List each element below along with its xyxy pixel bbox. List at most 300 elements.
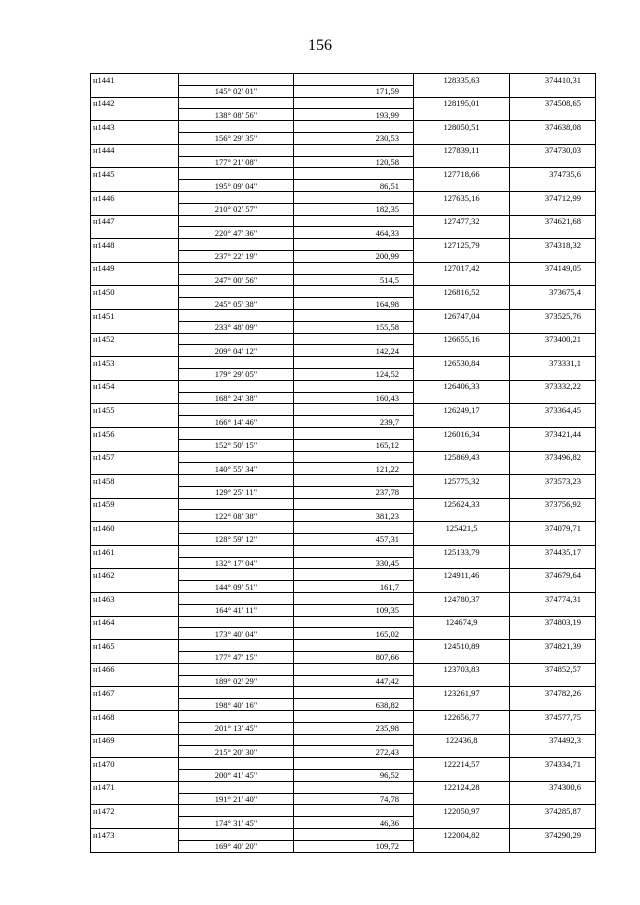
empty-cell xyxy=(91,392,179,404)
y-coordinate-cell: 374803,19 xyxy=(510,616,596,628)
table-row xyxy=(91,392,596,404)
x-coordinate-cell: 122124,28 xyxy=(414,781,510,793)
x-coordinate-cell: 127635,16 xyxy=(414,191,510,203)
table-row xyxy=(91,616,596,628)
table-row xyxy=(91,829,596,841)
table-row xyxy=(91,156,596,168)
empty-cell xyxy=(91,463,179,475)
point-name-cell: н1445 xyxy=(91,168,179,180)
x-coordinate-cell: 125133,79 xyxy=(414,545,510,557)
segment-length-cell: 807,66 xyxy=(294,652,414,664)
point-name-cell: н1459 xyxy=(91,498,179,510)
y-coordinate-cell: 374782,26 xyxy=(510,687,596,699)
empty-cell xyxy=(91,652,179,664)
x-coordinate-cell: 126016,34 xyxy=(414,427,510,439)
empty-cell xyxy=(294,309,414,321)
y-coordinate-cell: 374621,68 xyxy=(510,215,596,227)
direction-angle-cell: 177° 47' 15" xyxy=(179,652,294,664)
empty-cell xyxy=(91,770,179,782)
segment-length-cell: 120,58 xyxy=(294,156,414,168)
empty-cell xyxy=(294,805,414,817)
table-row xyxy=(91,770,596,782)
segment-length-cell: 160,43 xyxy=(294,392,414,404)
table-row xyxy=(91,699,596,711)
table-row xyxy=(91,309,596,321)
y-coordinate-cell: 374334,71 xyxy=(510,758,596,770)
empty-cell xyxy=(179,262,294,274)
empty-cell xyxy=(91,156,179,168)
empty-cell xyxy=(294,333,414,345)
y-coordinate-cell: 374149,05 xyxy=(510,262,596,274)
empty-cell xyxy=(510,109,596,121)
point-name-cell: н1441 xyxy=(91,74,179,86)
point-name-cell: н1442 xyxy=(91,97,179,109)
y-coordinate-cell: 373364,45 xyxy=(510,404,596,416)
point-name-cell: н1448 xyxy=(91,239,179,251)
direction-angle-cell: 140° 55' 34" xyxy=(179,463,294,475)
empty-cell xyxy=(179,569,294,581)
empty-cell xyxy=(510,368,596,380)
segment-length-cell: 171,59 xyxy=(294,85,414,97)
x-coordinate-cell: 123703,83 xyxy=(414,663,510,675)
x-coordinate-cell: 126816,52 xyxy=(414,286,510,298)
table-row xyxy=(91,180,596,192)
empty-cell xyxy=(414,793,510,805)
empty-cell xyxy=(414,368,510,380)
empty-cell xyxy=(294,711,414,723)
table-row xyxy=(91,498,596,510)
empty-cell xyxy=(179,663,294,675)
point-name-cell: н1467 xyxy=(91,687,179,699)
x-coordinate-cell: 128195,01 xyxy=(414,97,510,109)
segment-length-cell: 164,98 xyxy=(294,298,414,310)
empty-cell xyxy=(510,250,596,262)
table-row xyxy=(91,357,596,369)
empty-cell xyxy=(179,475,294,487)
table-row xyxy=(91,109,596,121)
empty-cell xyxy=(510,770,596,782)
empty-cell xyxy=(91,557,179,569)
table-row xyxy=(91,781,596,793)
empty-cell xyxy=(414,628,510,640)
empty-cell xyxy=(179,309,294,321)
point-name-cell: н1465 xyxy=(91,640,179,652)
empty-cell xyxy=(510,392,596,404)
empty-cell xyxy=(414,722,510,734)
empty-cell xyxy=(294,545,414,557)
direction-angle-cell: 215° 20' 30" xyxy=(179,746,294,758)
table-row xyxy=(91,805,596,817)
empty-cell xyxy=(414,392,510,404)
segment-length-cell: 239,7 xyxy=(294,416,414,428)
x-coordinate-cell: 122214,57 xyxy=(414,758,510,770)
empty-cell xyxy=(294,640,414,652)
x-coordinate-cell: 126249,17 xyxy=(414,404,510,416)
table-row xyxy=(91,475,596,487)
empty-cell xyxy=(294,97,414,109)
empty-cell xyxy=(510,652,596,664)
point-name-cell: н1454 xyxy=(91,380,179,392)
empty-cell xyxy=(294,239,414,251)
segment-length-cell: 464,33 xyxy=(294,227,414,239)
x-coordinate-cell: 124674,9 xyxy=(414,616,510,628)
segment-length-cell: 124,52 xyxy=(294,368,414,380)
table-row xyxy=(91,593,596,605)
point-name-cell: н1457 xyxy=(91,451,179,463)
x-coordinate-cell: 126406,33 xyxy=(414,380,510,392)
empty-cell xyxy=(179,805,294,817)
y-coordinate-cell: 374730,03 xyxy=(510,144,596,156)
y-coordinate-cell: 373400,21 xyxy=(510,333,596,345)
x-coordinate-cell: 128050,51 xyxy=(414,121,510,133)
empty-cell xyxy=(414,85,510,97)
empty-cell xyxy=(179,97,294,109)
direction-angle-cell: 145° 02' 01" xyxy=(179,85,294,97)
empty-cell xyxy=(294,144,414,156)
point-name-cell: н1460 xyxy=(91,522,179,534)
empty-cell xyxy=(179,829,294,841)
empty-cell xyxy=(91,85,179,97)
coordinates-table xyxy=(90,73,595,852)
direction-angle-cell: 156° 29' 35" xyxy=(179,132,294,144)
table-row xyxy=(91,274,596,286)
empty-cell xyxy=(179,144,294,156)
y-coordinate-cell: 374079,71 xyxy=(510,522,596,534)
empty-cell xyxy=(91,746,179,758)
y-coordinate-cell: 374285,87 xyxy=(510,805,596,817)
y-coordinate-cell: 373496,82 xyxy=(510,451,596,463)
empty-cell xyxy=(91,109,179,121)
segment-length-cell: 200,99 xyxy=(294,250,414,262)
x-coordinate-cell: 122436,8 xyxy=(414,734,510,746)
empty-cell xyxy=(510,557,596,569)
direction-angle-cell: 169° 40' 20" xyxy=(179,840,294,852)
direction-angle-cell: 132° 17' 04" xyxy=(179,557,294,569)
y-coordinate-cell: 374492,3 xyxy=(510,734,596,746)
empty-cell xyxy=(510,274,596,286)
segment-length-cell: 109,72 xyxy=(294,840,414,852)
segment-length-cell: 165,02 xyxy=(294,628,414,640)
y-coordinate-cell: 373756,92 xyxy=(510,498,596,510)
empty-cell xyxy=(510,227,596,239)
empty-cell xyxy=(294,286,414,298)
empty-cell xyxy=(414,321,510,333)
segment-length-cell: 155,58 xyxy=(294,321,414,333)
x-coordinate-cell: 127839,11 xyxy=(414,144,510,156)
empty-cell xyxy=(294,191,414,203)
empty-cell xyxy=(510,604,596,616)
table-row xyxy=(91,427,596,439)
empty-cell xyxy=(510,203,596,215)
empty-cell xyxy=(510,722,596,734)
point-name-cell: н1451 xyxy=(91,309,179,321)
point-name-cell: н1455 xyxy=(91,404,179,416)
direction-angle-cell: 177° 21' 08" xyxy=(179,156,294,168)
segment-length-cell: 142,24 xyxy=(294,345,414,357)
empty-cell xyxy=(91,722,179,734)
empty-cell xyxy=(91,510,179,522)
direction-angle-cell: 200° 41' 45" xyxy=(179,770,294,782)
empty-cell xyxy=(91,250,179,262)
table-row xyxy=(91,74,596,86)
empty-cell xyxy=(414,557,510,569)
point-name-cell: н1452 xyxy=(91,333,179,345)
segment-length-cell: 235,98 xyxy=(294,722,414,734)
empty-cell xyxy=(179,593,294,605)
table-row xyxy=(91,298,596,310)
direction-angle-cell: 129° 25' 11" xyxy=(179,486,294,498)
empty-cell xyxy=(91,604,179,616)
table-row xyxy=(91,404,596,416)
empty-cell xyxy=(414,534,510,546)
x-coordinate-cell: 123261,97 xyxy=(414,687,510,699)
empty-cell xyxy=(294,168,414,180)
point-name-cell: н1462 xyxy=(91,569,179,581)
table-row xyxy=(91,510,596,522)
direction-angle-cell: 247° 00' 56" xyxy=(179,274,294,286)
empty-cell xyxy=(91,180,179,192)
empty-cell xyxy=(414,770,510,782)
table-row xyxy=(91,746,596,758)
x-coordinate-cell: 125624,33 xyxy=(414,498,510,510)
empty-cell xyxy=(294,262,414,274)
direction-angle-cell: 168° 24' 38" xyxy=(179,392,294,404)
x-coordinate-cell: 127477,32 xyxy=(414,215,510,227)
x-coordinate-cell: 126747,04 xyxy=(414,309,510,321)
empty-cell xyxy=(414,486,510,498)
empty-cell xyxy=(91,298,179,310)
table-row xyxy=(91,97,596,109)
empty-cell xyxy=(294,357,414,369)
empty-cell xyxy=(294,687,414,699)
empty-cell xyxy=(414,817,510,829)
direction-angle-cell: 220° 47' 36" xyxy=(179,227,294,239)
point-name-cell: н1447 xyxy=(91,215,179,227)
point-name-cell: н1470 xyxy=(91,758,179,770)
segment-length-cell: 165,12 xyxy=(294,439,414,451)
table-row xyxy=(91,227,596,239)
direction-angle-cell: 128° 59' 12" xyxy=(179,534,294,546)
direction-angle-cell: 174° 31' 45" xyxy=(179,817,294,829)
x-coordinate-cell: 128335,63 xyxy=(414,74,510,86)
table-row xyxy=(91,85,596,97)
empty-cell xyxy=(414,746,510,758)
empty-cell xyxy=(414,416,510,428)
segment-length-cell: 514,5 xyxy=(294,274,414,286)
point-name-cell: н1471 xyxy=(91,781,179,793)
y-coordinate-cell: 374735,6 xyxy=(510,168,596,180)
empty-cell xyxy=(91,227,179,239)
x-coordinate-cell: 122004,82 xyxy=(414,829,510,841)
empty-cell xyxy=(91,486,179,498)
empty-cell xyxy=(510,463,596,475)
table-row xyxy=(91,203,596,215)
empty-cell xyxy=(91,274,179,286)
direction-angle-cell: 152° 50' 15" xyxy=(179,439,294,451)
segment-length-cell: 447,42 xyxy=(294,675,414,687)
table-row xyxy=(91,545,596,557)
table-row xyxy=(91,793,596,805)
segment-length-cell: 457,31 xyxy=(294,534,414,546)
point-name-cell: н1446 xyxy=(91,191,179,203)
x-coordinate-cell: 124911,46 xyxy=(414,569,510,581)
y-coordinate-cell: 374410,31 xyxy=(510,74,596,86)
table-row xyxy=(91,522,596,534)
direction-angle-cell: 173° 40' 04" xyxy=(179,628,294,640)
table-row xyxy=(91,734,596,746)
empty-cell xyxy=(91,132,179,144)
empty-cell xyxy=(179,427,294,439)
empty-cell xyxy=(510,156,596,168)
table-row xyxy=(91,286,596,298)
y-coordinate-cell: 373332,22 xyxy=(510,380,596,392)
table-row xyxy=(91,663,596,675)
y-coordinate-cell: 374638,08 xyxy=(510,121,596,133)
y-coordinate-cell: 374577,75 xyxy=(510,711,596,723)
table-row xyxy=(91,675,596,687)
empty-cell xyxy=(510,486,596,498)
segment-length-cell: 109,35 xyxy=(294,604,414,616)
x-coordinate-cell: 122050,97 xyxy=(414,805,510,817)
empty-cell xyxy=(414,652,510,664)
y-coordinate-cell: 374318,32 xyxy=(510,239,596,251)
table-row xyxy=(91,132,596,144)
table-row xyxy=(91,652,596,664)
empty-cell xyxy=(294,74,414,86)
segment-length-cell: 96,52 xyxy=(294,770,414,782)
empty-cell xyxy=(414,463,510,475)
y-coordinate-cell: 373525,76 xyxy=(510,309,596,321)
empty-cell xyxy=(414,227,510,239)
point-name-cell: н1443 xyxy=(91,121,179,133)
empty-cell xyxy=(510,699,596,711)
table-row xyxy=(91,640,596,652)
y-coordinate-cell: 374821,39 xyxy=(510,640,596,652)
direction-angle-cell: 233° 48' 09" xyxy=(179,321,294,333)
empty-cell xyxy=(91,817,179,829)
point-name-cell: н1472 xyxy=(91,805,179,817)
segment-length-cell: 330,45 xyxy=(294,557,414,569)
direction-angle-cell: 138° 08' 56" xyxy=(179,109,294,121)
empty-cell xyxy=(179,121,294,133)
empty-cell xyxy=(91,416,179,428)
empty-cell xyxy=(294,663,414,675)
direction-angle-cell: 237° 22' 19" xyxy=(179,250,294,262)
empty-cell xyxy=(294,758,414,770)
segment-length-cell: 74,78 xyxy=(294,793,414,805)
empty-cell xyxy=(510,817,596,829)
empty-cell xyxy=(510,510,596,522)
y-coordinate-cell: 373331,1 xyxy=(510,357,596,369)
y-coordinate-cell: 374774,31 xyxy=(510,593,596,605)
table-row xyxy=(91,168,596,180)
empty-cell xyxy=(510,416,596,428)
direction-angle-cell: 122° 08' 38" xyxy=(179,510,294,522)
table-row xyxy=(91,758,596,770)
y-coordinate-cell: 373573,23 xyxy=(510,475,596,487)
empty-cell xyxy=(414,298,510,310)
empty-cell xyxy=(414,675,510,687)
empty-cell xyxy=(179,734,294,746)
table-row xyxy=(91,463,596,475)
empty-cell xyxy=(414,345,510,357)
segment-length-cell: 182,35 xyxy=(294,203,414,215)
empty-cell xyxy=(414,581,510,593)
x-coordinate-cell: 125775,32 xyxy=(414,475,510,487)
table-row xyxy=(91,604,596,616)
empty-cell xyxy=(179,640,294,652)
empty-cell xyxy=(414,156,510,168)
direction-angle-cell: 179° 29' 05" xyxy=(179,368,294,380)
empty-cell xyxy=(91,345,179,357)
table-row xyxy=(91,368,596,380)
empty-cell xyxy=(510,793,596,805)
empty-cell xyxy=(510,534,596,546)
point-name-cell: н1473 xyxy=(91,829,179,841)
empty-cell xyxy=(414,699,510,711)
empty-cell xyxy=(179,380,294,392)
segment-length-cell: 193,99 xyxy=(294,109,414,121)
table-row xyxy=(91,486,596,498)
empty-cell xyxy=(179,168,294,180)
point-name-cell: н1461 xyxy=(91,545,179,557)
empty-cell xyxy=(179,239,294,251)
point-name-cell: н1458 xyxy=(91,475,179,487)
table-row xyxy=(91,711,596,723)
point-name-cell: н1468 xyxy=(91,711,179,723)
empty-cell xyxy=(179,498,294,510)
table-row xyxy=(91,557,596,569)
x-coordinate-cell: 125869,43 xyxy=(414,451,510,463)
empty-cell xyxy=(414,203,510,215)
empty-cell xyxy=(294,569,414,581)
point-name-cell: н1466 xyxy=(91,663,179,675)
table-row xyxy=(91,581,596,593)
direction-angle-cell: 144° 09' 51" xyxy=(179,581,294,593)
empty-cell xyxy=(91,840,179,852)
empty-cell xyxy=(510,746,596,758)
x-coordinate-cell: 127125,79 xyxy=(414,239,510,251)
empty-cell xyxy=(510,85,596,97)
y-coordinate-cell: 374852,57 xyxy=(510,663,596,675)
table-row xyxy=(91,380,596,392)
empty-cell xyxy=(179,191,294,203)
empty-cell xyxy=(414,274,510,286)
direction-angle-cell: 210° 02' 57" xyxy=(179,203,294,215)
empty-cell xyxy=(179,333,294,345)
y-coordinate-cell: 374435,17 xyxy=(510,545,596,557)
point-name-cell: н1463 xyxy=(91,593,179,605)
point-name-cell: н1453 xyxy=(91,357,179,369)
empty-cell xyxy=(414,439,510,451)
table-row xyxy=(91,262,596,274)
x-coordinate-cell: 126530,84 xyxy=(414,357,510,369)
segment-length-cell: 230,53 xyxy=(294,132,414,144)
x-coordinate-cell: 127017,42 xyxy=(414,262,510,274)
empty-cell xyxy=(179,74,294,86)
table-row xyxy=(91,817,596,829)
direction-angle-cell: 191° 21' 40" xyxy=(179,793,294,805)
empty-cell xyxy=(179,711,294,723)
point-name-cell: н1450 xyxy=(91,286,179,298)
coordinates-grid xyxy=(90,73,596,853)
empty-cell xyxy=(91,699,179,711)
empty-cell xyxy=(179,357,294,369)
table-row xyxy=(91,569,596,581)
direction-angle-cell: 201° 13' 45" xyxy=(179,722,294,734)
empty-cell xyxy=(179,215,294,227)
empty-cell xyxy=(91,439,179,451)
